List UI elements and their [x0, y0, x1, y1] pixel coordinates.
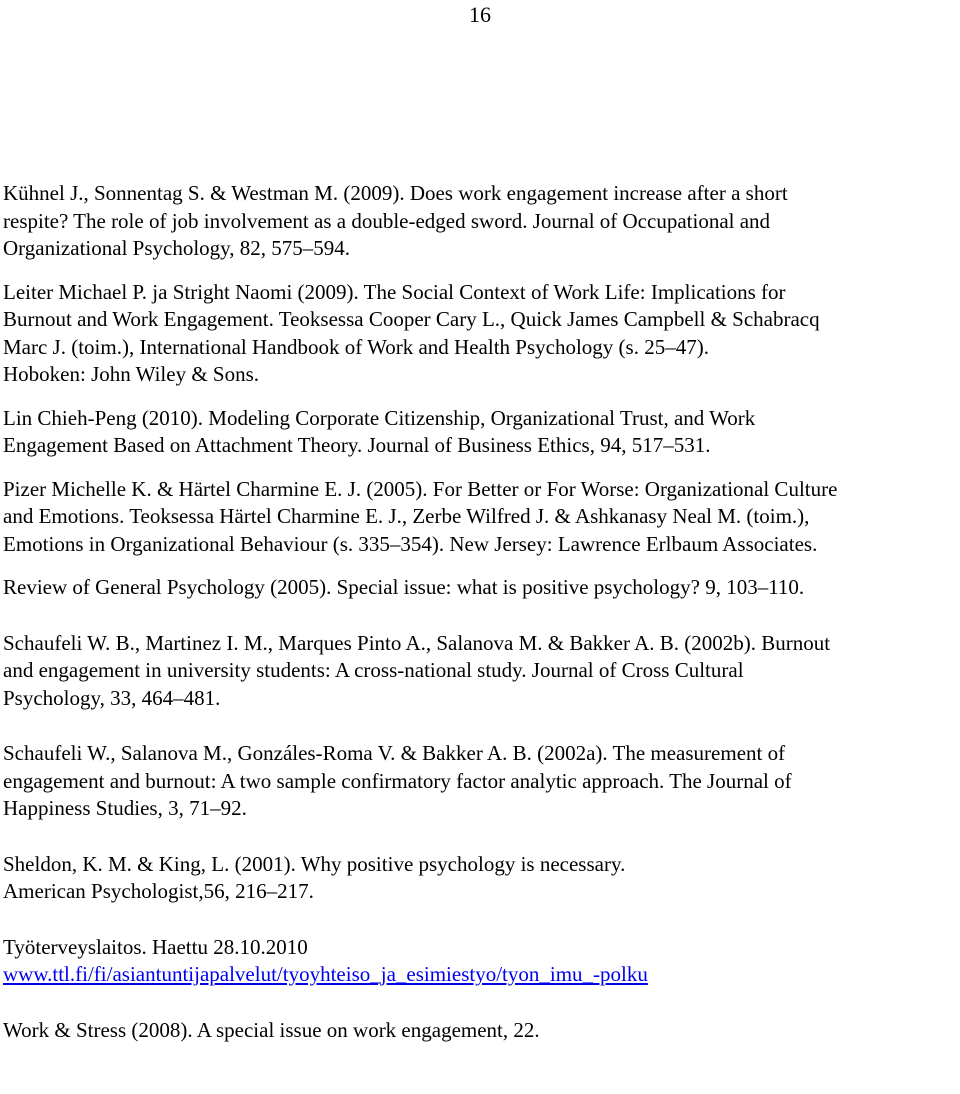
reference-line: Työterveyslaitos. Haettu 28.10.2010 [3, 934, 308, 959]
reference-line: Emotions in Organizational Behaviour (s. 335–354). New Jersey: Lawrence Erlbaum Associates. [3, 531, 818, 556]
reference-entry-schaufeli-2002b [3, 630, 955, 713]
reference-line: Engagement Based on Attachment Theory. Journal of Business Ethics, 94, 517–531. [3, 433, 711, 457]
reference-line: Schaufeli W. B., Martinez I. M., Marques Pinto A., Salanova M. & Bakker A. B. (2002b). Burnout [3, 630, 831, 655]
reference-entry-kuhnel [3, 180, 955, 263]
reference-entry-pizer [3, 476, 955, 559]
reference-entry-lin [3, 405, 955, 460]
reference-entry-sheldon [3, 851, 955, 906]
page-number: 16 [469, 2, 491, 27]
reference-entry-work-stress [3, 1017, 955, 1045]
reference-line: Review of General Psychology (2005). Special issue: what is positive psychology? 9, 103–110. [3, 575, 805, 599]
reference-line: Pizer Michelle K. & Härtel Charmine E. J. (2005). For Better or For Worse: Organizational Culture [3, 476, 838, 501]
reference-entry-review [3, 574, 955, 602]
reference-line: and Emotions. Teoksessa Härtel Charmine E. J., Zerbe Wilfred J. & Ashkanasy Neal M. (toim.), [3, 504, 810, 528]
reference-line: Marc J. (toim.), International Handbook of Work and Health Psychology (s. 25–47). [3, 334, 709, 359]
reference-url-link[interactable]: www.ttl.fi/fi/asiantuntijapalvelut/tyoyhteiso_ja_esimiestyo/tyon_imu_-polku [3, 962, 648, 986]
reference-line: Leiter Michael P. ja Stright Naomi (2009). The Social Context of Work Life: Implications for [3, 279, 786, 304]
reference-line: Schaufeli W., Salanova M., Gonzáles-Roma V. & Bakker A. B. (2002a). The measurement of [3, 741, 786, 765]
reference-line: respite? The role of job involvement as a double-edged sword. Journal of Occupational and [3, 208, 771, 233]
reference-line: and engagement in university students: A cross-national study. Journal of Cross Cultural [3, 658, 744, 682]
reference-line: Work & Stress (2008). A special issue on work engagement, 22. [3, 1017, 540, 1042]
reference-entry-schaufeli-2002a [3, 740, 955, 823]
reference-line: Sheldon, K. M. & King, L. (2001). Why positive psychology is necessary. [3, 851, 626, 876]
reference-line: engagement and burnout: A two sample confirmatory factor analytic approach. The Journal of [3, 768, 792, 793]
reference-list [3, 180, 955, 1044]
reference-line: American Psychologist,56, 216–217. [3, 879, 314, 903]
reference-line: Lin Chieh-Peng (2010). Modeling Corporate Citizenship, Organizational Trust, and Work [3, 405, 756, 430]
reference-line: Organizational Psychology, 82, 575–594. [3, 236, 351, 260]
reference-line: Hoboken: John Wiley & Sons. [3, 362, 260, 386]
reference-line: Kühnel J., Sonnentag S. & Westman M. (2009). Does work engagement increase after a short [3, 181, 788, 205]
reference-line: Happiness Studies, 3, 71–92. [3, 796, 247, 820]
reference-line: Burnout and Work Engagement. Teoksessa Cooper Cary L., Quick James Campbell & Schabracq [3, 307, 820, 331]
reference-link-line [3, 961, 955, 989]
reference-line: Psychology, 33, 464–481. [3, 685, 221, 710]
reference-entry-leiter [3, 279, 955, 389]
reference-entry-tyoterveyslaitos [3, 934, 955, 989]
